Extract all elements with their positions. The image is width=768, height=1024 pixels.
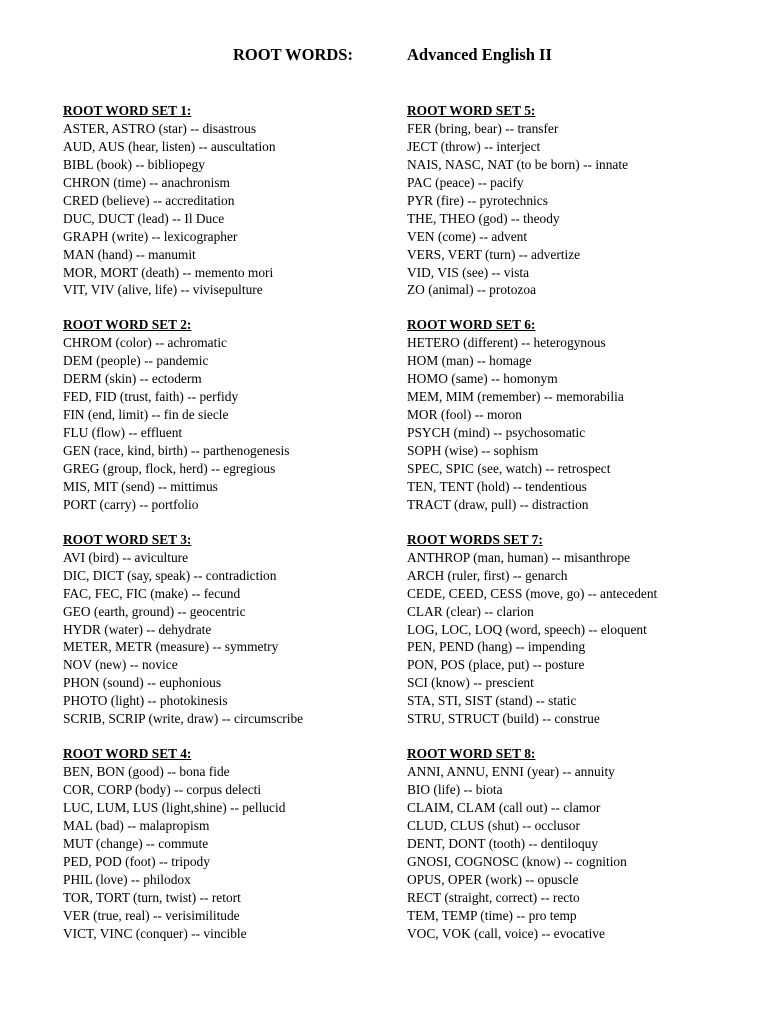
root-word-entry: MAN (hand) -- manumit [63, 246, 196, 262]
root-word-entry: PHOTO (light) -- photokinesis [63, 693, 228, 709]
set-heading [63, 102, 408, 120]
set-heading [63, 531, 408, 549]
root-word-entry: PEN, PEND (hang) -- impending [407, 639, 586, 655]
set-heading [407, 316, 752, 334]
set-title: ROOT WORD SET 5 [407, 103, 531, 118]
root-word-entry: SPEC, SPIC (see, watch) -- retrospect [407, 460, 611, 476]
root-word-entry: PAC (peace) -- pacify [407, 174, 524, 190]
root-word-entry: PON, POS (place, put) -- posture [407, 657, 585, 673]
root-word-entry: MAL (bad) -- malapropism [63, 817, 210, 833]
root-word-entry: DERM (skin) -- ectoderm [63, 371, 202, 387]
root-word-entry: TEM, TEMP (time) -- pro temp [407, 907, 577, 923]
root-word-set [407, 102, 752, 299]
root-word-entry: PHIL (love) -- philodox [63, 871, 191, 887]
root-word-entry: PORT (carry) -- portfolio [63, 496, 199, 512]
root-word-entry: FAC, FEC, FIC (make) -- fecund [63, 585, 241, 601]
set-title-colon: : [530, 103, 536, 118]
root-word-entry: METER, METR (measure) -- symmetry [63, 639, 279, 655]
root-word-entry: CLUD, CLUS (shut) -- occlusor [407, 817, 580, 833]
header-title: ROOT WORDS: [233, 45, 353, 64]
root-word-entry: CEDE, CEED, CESS (move, go) -- antecedent [407, 585, 658, 601]
root-word-entry: MIS, MIT (send) -- mittimus [63, 478, 218, 494]
root-word-entry: DENT, DONT (tooth) -- dentiloquy [407, 835, 599, 851]
root-word-entry: VER (true, real) -- verisimilitude [63, 907, 240, 923]
root-word-entry: GRAPH (write) -- lexicographer [63, 228, 238, 244]
root-word-entry: OPUS, OPER (work) -- opuscle [407, 871, 579, 887]
root-word-entry: FED, FID (trust, faith) -- perfidy [63, 389, 239, 405]
set-title: ROOT WORD SET 3 [63, 531, 187, 547]
set-title-colon: : [186, 746, 192, 762]
root-word-entry: THE, THEO (god) -- theody [407, 210, 560, 226]
right-column [407, 102, 752, 960]
root-word-entry: FER (bring, bear) -- transfer [407, 121, 559, 136]
root-word-entry: AVI (bird) -- aviculture [63, 549, 189, 565]
header-course: Advanced English II [407, 45, 552, 64]
set-heading [63, 316, 408, 334]
root-word-entry: GEN (race, kind, birth) -- parthenogenesis [63, 443, 290, 458]
root-word-entry: AUD, AUS (hear, listen) -- auscultation [63, 138, 276, 154]
root-word-entry: SCRIB, SCRIP (write, draw) -- circumscribe [63, 711, 304, 727]
root-word-entry: PSYCH (mind) -- psychosomatic [407, 425, 586, 441]
root-word-entry: PED, POD (foot) -- tripody [63, 853, 210, 869]
root-word-entry: FIN (end, limit) -- fin de siecle [63, 407, 229, 423]
root-word-set [63, 102, 408, 299]
root-word-entry: MEM, MIM (remember) -- memorabilia [407, 389, 624, 405]
set-title: ROOT WORD SET 6 [407, 317, 531, 333]
root-word-entry: VID, VIS (see) -- vista [407, 264, 530, 280]
set-title-colon: : [186, 103, 192, 118]
set-heading [407, 745, 752, 763]
root-word-set [63, 745, 408, 942]
root-word-set [407, 745, 752, 942]
set-title: ROOT WORD SET 2 [63, 317, 187, 333]
set-heading [407, 102, 752, 120]
root-word-entry: MUT (change) -- commute [63, 835, 209, 851]
root-word-entry: ZO (animal) -- protozoa [407, 282, 537, 298]
set-title: ROOT WORD SET 8 [407, 746, 531, 762]
root-word-set [407, 316, 752, 513]
root-word-entry: CHRON (time) -- anachronism [63, 174, 230, 190]
set-heading [407, 531, 752, 549]
set-title: ROOT WORDS SET 7 [407, 531, 539, 547]
root-word-entry: DEM (people) -- pandemic [63, 353, 209, 369]
root-word-entry: BIBL (book) -- bibliopegy [63, 156, 205, 172]
page-header [0, 45, 768, 69]
set-title-colon: : [530, 746, 536, 762]
root-word-entry: SCI (know) -- prescient [407, 675, 534, 691]
root-word-entry: GNOSI, COGNOSC (know) -- cognition [407, 853, 627, 869]
root-word-entry: JECT (throw) -- interject [407, 138, 541, 154]
root-word-entry: COR, CORP (body) -- corpus delecti [63, 782, 262, 798]
set-title-colon: : [186, 317, 192, 333]
root-word-entry: DUC, DUCT (lead) -- Il Duce [63, 210, 225, 226]
set-title-colon: : [530, 317, 536, 333]
root-word-set [63, 316, 408, 513]
root-word-entry: STA, STI, SIST (stand) -- static [407, 693, 577, 709]
set-title: ROOT WORD SET 4 [63, 746, 187, 762]
set-title: ROOT WORD SET 1 [63, 103, 187, 118]
root-word-entry: ANNI, ANNU, ENNI (year) -- annuity [407, 764, 615, 780]
root-word-entry: MOR (fool) -- moron [407, 407, 522, 423]
root-word-entry: HYDR (water) -- dehydrate [63, 621, 212, 637]
root-word-entry: GREG (group, flock, herd) -- egregious [63, 460, 276, 476]
root-word-entry: VIT, VIV (alive, life) -- vivisepulture [63, 282, 263, 298]
root-word-entry: CHROM (color) -- achromatic [63, 335, 227, 351]
root-word-entry: LOG, LOC, LOQ (word, speech) -- eloquent [407, 621, 647, 637]
root-word-entry: VERS, VERT (turn) -- advertize [407, 246, 581, 262]
root-word-entry: VICT, VINC (conquer) -- vincible [63, 925, 247, 941]
root-word-entry: LUC, LUM, LUS (light,shine) -- pellucid [63, 800, 286, 815]
root-word-entry: VOC, VOK (call, voice) -- evocative [407, 925, 605, 941]
root-word-entry: FLU (flow) -- effluent [63, 425, 183, 441]
root-word-entry: BIO (life) -- biota [407, 782, 503, 798]
root-word-entry: HETERO (different) -- heterogynous [407, 335, 606, 351]
root-word-entry: HOM (man) -- homage [407, 353, 532, 369]
root-word-set [63, 531, 408, 728]
root-word-entry: MOR, MORT (death) -- memento mori [63, 264, 274, 280]
root-word-entry: BEN, BON (good) -- bona fide [63, 764, 230, 780]
root-word-entry: HOMO (same) -- homonym [407, 371, 558, 387]
set-title-colon: : [186, 531, 192, 547]
root-word-entry: CRED (believe) -- accreditation [63, 192, 235, 208]
root-word-entry: TEN, TENT (hold) -- tendentious [407, 478, 587, 494]
root-word-entry: NAIS, NASC, NAT (to be born) -- innate [407, 156, 629, 172]
root-word-set [407, 531, 752, 728]
root-word-entry: PYR (fire) -- pyrotechnics [407, 192, 548, 208]
root-word-entry: TRACT (draw, pull) -- distraction [407, 496, 589, 512]
set-heading [63, 745, 408, 763]
left-column [63, 102, 408, 960]
root-word-entry: PHON (sound) -- euphonious [63, 675, 222, 691]
set-title-colon: : [538, 531, 543, 547]
root-word-entry: CLAR (clear) -- clarion [407, 603, 534, 619]
root-word-entry: CLAIM, CLAM (call out) -- clamor [407, 800, 601, 815]
root-word-entry: TOR, TORT (turn, twist) -- retort [63, 889, 241, 905]
root-word-entry: ASTER, ASTRO (star) -- disastrous [63, 121, 257, 136]
root-word-entry: DIC, DICT (say, speak) -- contradiction [63, 567, 277, 583]
root-word-entry: VEN (come) -- advent [407, 228, 528, 244]
root-word-entry: SOPH (wise) -- sophism [407, 443, 539, 458]
root-word-entry: ANTHROP (man, human) -- misanthrope [407, 549, 631, 565]
root-word-entry: NOV (new) -- novice [63, 657, 178, 673]
root-word-entry: RECT (straight, correct) -- recto [407, 889, 580, 905]
root-word-entry: ARCH (ruler, first) -- genarch [407, 567, 568, 583]
root-word-entry: GEO (earth, ground) -- geocentric [63, 603, 246, 619]
root-word-entry: STRU, STRUCT (build) -- construe [407, 711, 600, 727]
